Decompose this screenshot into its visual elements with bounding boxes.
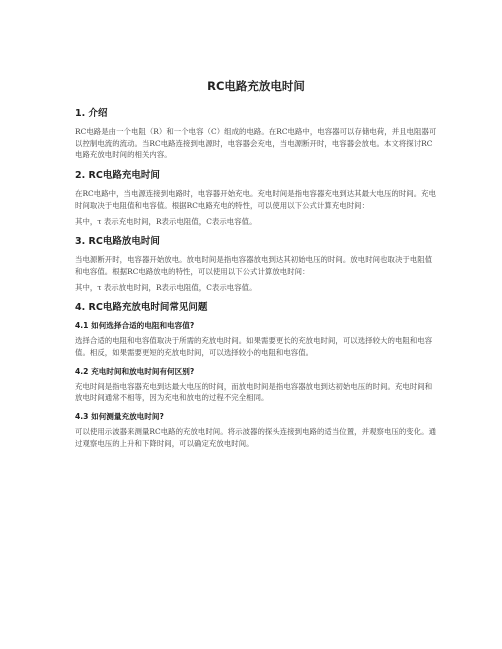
section-heading: 1. 介绍: [75, 108, 108, 119]
section-charging-time: [75, 169, 437, 227]
section-faq: [75, 301, 437, 449]
paragraph: 充电时间是指电容器充电到达最大电压的时间，而放电时间是指电容器放电到达初始电压的时间。充电时间和放电时间通常不相等，因为充电和放电的过程不完全相同。: [75, 381, 433, 403]
subsection-measure: [75, 411, 437, 449]
section-heading: 2. RC电路充电时间: [75, 170, 160, 182]
paragraph: 可以使用示波器来测量RC电路的充放电时间。将示波器的探头连接到电路的适当位置，并观察电压的变化。通过观察电压的上升和下降时间，可以确定充放电时间。: [75, 427, 437, 448]
subsection-heading: 4.2 充电时间和放电时间有何区别?: [75, 366, 195, 376]
section-introduction: [75, 107, 437, 161]
paragraph: 其中，τ 表示放电时间，R表示电阻值，C表示电容值。: [75, 282, 257, 292]
document-title: RC电路充放电时间: [207, 79, 305, 93]
section-discharging-time: [75, 235, 437, 293]
subsection-difference: [75, 366, 437, 404]
paragraph: 其中，τ 表示充电时间，R表示电阻值，C表示电容值。: [75, 216, 257, 226]
subsection-choose-values: [75, 320, 437, 358]
paragraph: 在RC电路中，当电源连接到电路时，电容器开始充电。充电时间是指电容器充电到达其最大电压的时间。充电时间取决于电阻值和电容值。根据RC电路充电的特性，可以使用以下公式计算充电时间：: [75, 189, 437, 210]
paragraph: 当电源断开时，电容器开始放电。放电时间是指电容器放电到达其初始电压的时间。放电时间也取决于电阻值和电容值。根据RC电路放电的特性，可以使用以下公式计算放电时间：: [75, 255, 433, 276]
subsection-heading: 4.1 如何选择合适的电阻和电容值?: [75, 321, 195, 331]
section-heading: 4. RC电路充放电时间常见问题: [75, 302, 208, 314]
subsection-heading: 4.3 如何测量充放电时间?: [75, 412, 164, 422]
section-heading: 3. RC电路放电时间: [75, 236, 160, 248]
paragraph: RC电路是由一个电阻（R）和一个电容（C）组成的电路。在RC电路中，电容器可以存储电荷，并且电阻器可以控制电流的流动。当RC电路连接到电源时，电容器会充电，当电源断开时，电容器会放电。本文将探讨RC电路充放电时间的相关内容。: [75, 127, 437, 160]
document-page: [75, 78, 437, 458]
paragraph: 选择合适的电阻和电容值取决于所需的充放电时间。如果需要更长的充放电时间，可以选择较大的电阻和电容值。相反，如果需要更短的充放电时间，可以选择较小的电阻和电容值。: [75, 336, 433, 358]
